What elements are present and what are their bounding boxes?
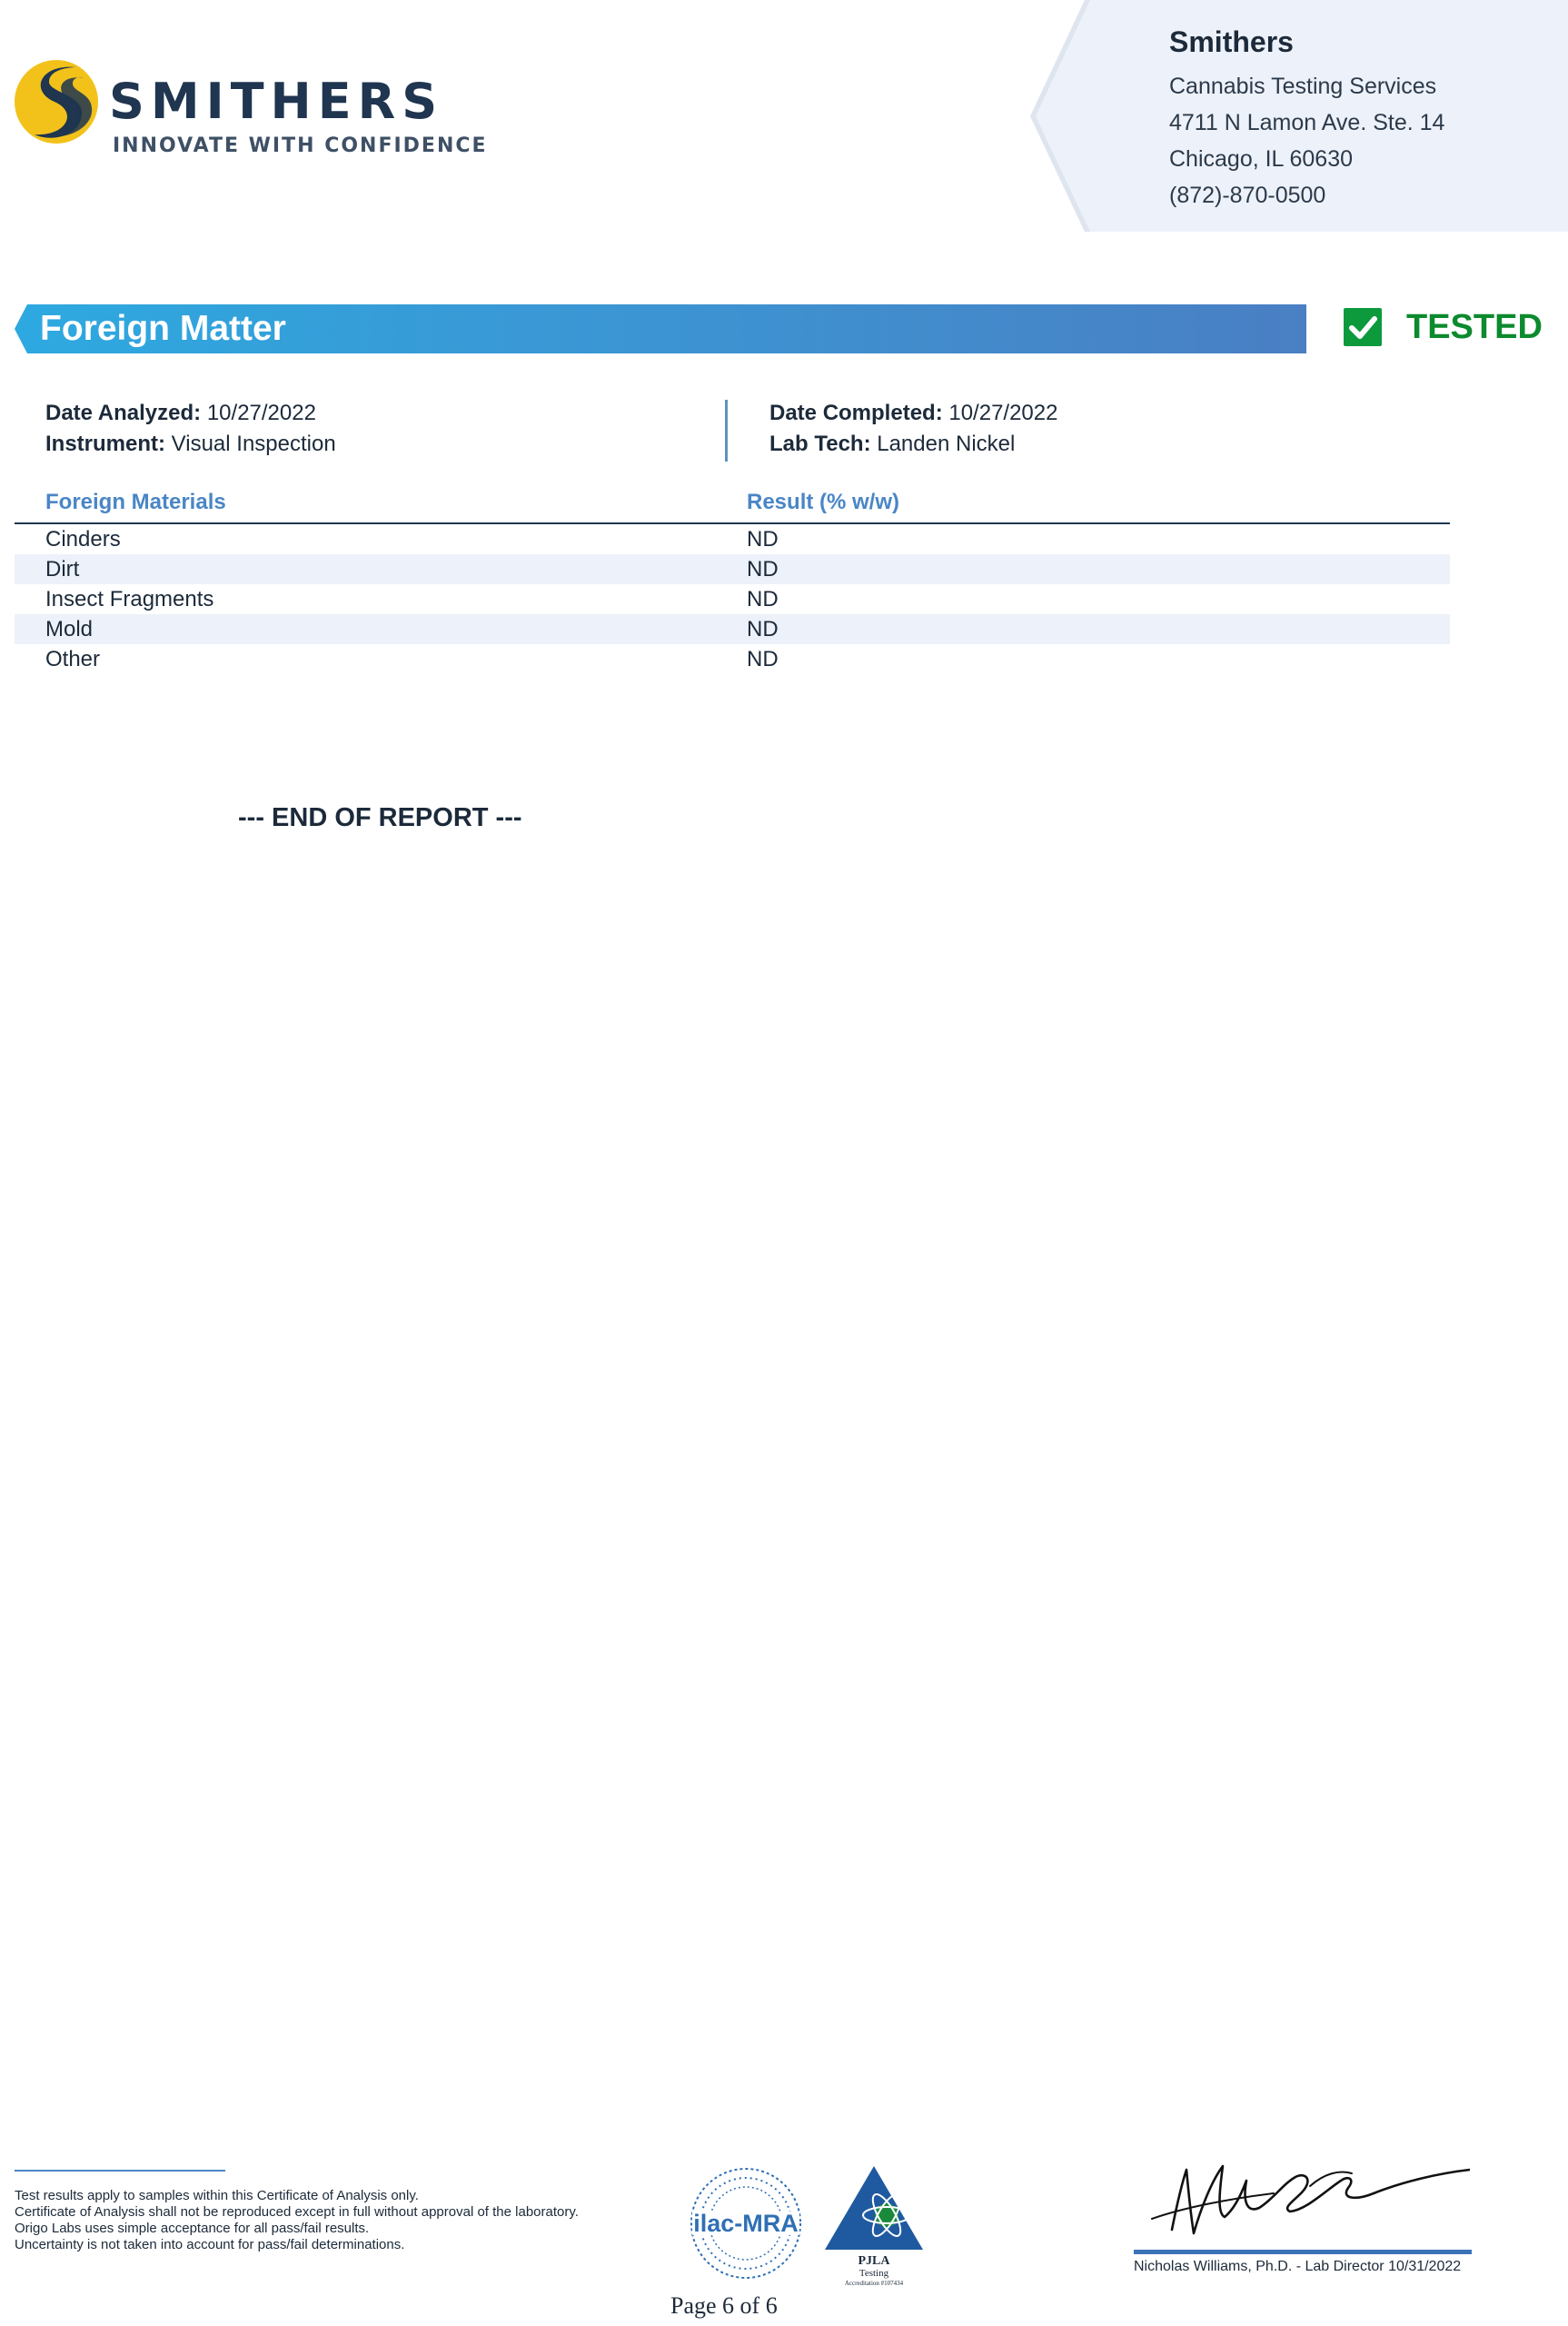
pjla-logo-sub: Testing <box>858 2268 889 2279</box>
disclaimer-line: Uncertainty is not taken into account for pass/fail determinations. <box>15 2237 405 2252</box>
page-number: Page 6 of 6 <box>670 2292 778 2319</box>
material-name: Other <box>45 647 101 671</box>
logo-tagline: INNOVATE WITH CONFIDENCE <box>113 134 488 157</box>
instrument-label: Instrument: <box>45 432 165 456</box>
lab-company-name: Smithers <box>1169 25 1294 58</box>
pjla-accreditation: Accreditation #107434 <box>844 2280 904 2287</box>
material-result: ND <box>747 587 779 611</box>
material-result: ND <box>747 617 779 641</box>
lab-tech-value: Landen Nickel <box>877 432 1016 456</box>
material-result: ND <box>747 557 779 582</box>
analysis-meta-right <box>769 398 1057 460</box>
lab-director-signature <box>1146 2153 1470 2246</box>
date-analyzed-value: 10/27/2022 <box>206 401 316 425</box>
disclaimer <box>15 2188 678 2253</box>
signature-rule <box>1134 2250 1472 2254</box>
material-name: Mold <box>45 617 94 641</box>
column-header-materials: Foreign Materials <box>45 490 226 514</box>
date-analyzed-label: Date Analyzed: <box>45 401 202 425</box>
lab-phone: (872)-870-0500 <box>1169 183 1326 208</box>
meta-divider <box>725 400 728 462</box>
ilac-mra-logo <box>689 2166 803 2281</box>
analysis-meta-left <box>45 398 336 460</box>
table-row <box>15 644 1450 674</box>
date-completed-value: 10/27/2022 <box>948 401 1058 425</box>
material-name: Insect Fragments <box>45 587 214 611</box>
lab-address-line: Chicago, IL 60630 <box>1169 146 1354 172</box>
material-name: Cinders <box>45 527 121 552</box>
footer-rule <box>15 2170 225 2172</box>
lab-tech-label: Lab Tech: <box>769 432 871 456</box>
date-completed-label: Date Completed: <box>769 401 943 425</box>
lab-address-line: Cannabis Testing Services <box>1169 74 1437 99</box>
table-row <box>15 524 1450 554</box>
instrument-value: Visual Inspection <box>171 432 336 456</box>
logo-wordmark: SMITHERS <box>109 73 444 130</box>
material-name: Dirt <box>45 557 80 582</box>
lab-address-block <box>1169 25 1551 214</box>
end-of-report: --- END OF REPORT --- <box>238 803 522 832</box>
material-result: ND <box>747 527 779 552</box>
status-badge: TESTED <box>1406 308 1543 346</box>
disclaimer-line: Certificate of Analysis shall not be reproduced except in full without approval of the laboratory. <box>15 2204 579 2220</box>
foreign-matter-table <box>15 484 1450 674</box>
pjla-logo-name: PJLA <box>858 2254 890 2268</box>
checkmark-icon <box>1342 306 1384 348</box>
section-title: Foreign Matter <box>40 309 286 348</box>
table-row <box>15 554 1450 584</box>
pjla-logo <box>821 2162 927 2288</box>
material-result: ND <box>747 647 779 671</box>
disclaimer-line: Test results apply to samples within this Certificate of Analysis only. <box>15 2188 419 2203</box>
table-row <box>15 584 1450 614</box>
signer-name: Nicholas Williams, Ph.D. - Lab Director 10/31/2022 <box>1134 2259 1462 2274</box>
table-header <box>15 484 1450 524</box>
table-row <box>15 614 1450 644</box>
ilac-logo-text: ilac-MRA <box>693 2210 799 2237</box>
disclaimer-line: Origo Labs uses simple acceptance for all pass/fail results. <box>15 2221 370 2236</box>
column-header-result: Result (% w/w) <box>747 490 900 514</box>
lab-address-line: 4711 N Lamon Ave. Ste. 14 <box>1169 110 1445 135</box>
